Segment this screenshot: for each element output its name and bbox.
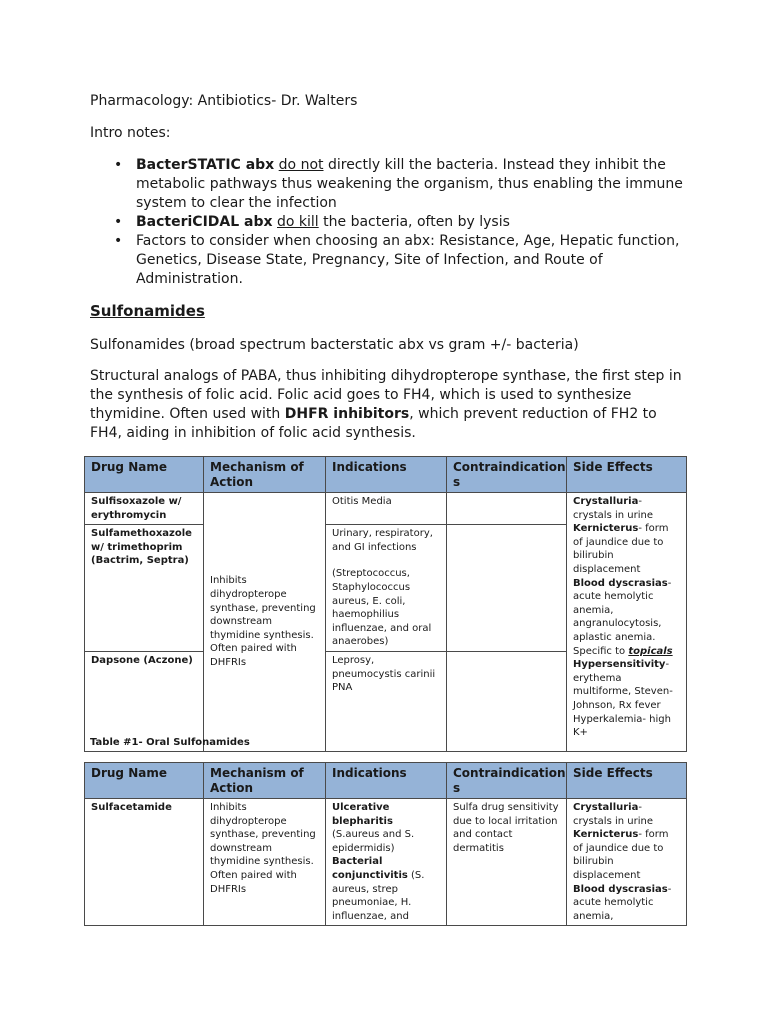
indication-text: (S.aureus and S. epidermidis) [332,829,415,854]
column-header-indications: Indications [326,763,447,799]
drug-name-cell: Sulfacetamide [85,799,204,926]
paragraph-mechanism [90,367,690,443]
column-header-contraindications: Contraindication s [447,457,567,493]
indications-cell [326,799,447,926]
side-effect-term: Kernicterus [573,523,639,535]
bullet-term: BacteriCIDAL abx [136,214,273,230]
intro-label: Intro notes: [90,125,171,141]
column-header-indications: Indications [326,457,447,493]
table-header-row [85,457,687,493]
intro-bullet-list [136,156,696,289]
bullet-bactericidal [136,213,696,232]
indications-cell: Otitis Media [326,493,447,525]
side-effect-text: Hyperkalemia- high K+ [573,713,671,739]
contraindications-cell [447,493,567,525]
side-effect-text: - crystals in urine [573,802,653,827]
side-effect-text: - crystals in urine [573,496,653,521]
column-header-side-effects: Side Effects [567,763,687,799]
bullet-term: BacterSTATIC abx [136,157,275,173]
table-row [85,799,687,926]
side-effects-cell [567,493,687,752]
paragraph-sulfonamides-intro: Sulfonamides (broad spectrum bacterstatic abx vs gram +/- bacteria) [90,337,579,353]
indications-cell [326,525,447,652]
indication-text: (S. aureus, strep pneumoniae, H. influenzae, and [332,869,425,922]
mechanism-cell: Inhibits dihydropterope synthase, preventing downstream thymidine synthesis. Often paired with DHFRIs [204,493,326,752]
column-header-mechanism: Mechanism of Action [204,763,326,799]
side-effect-term: Blood dyscrasias [573,577,668,589]
bullet-emphasis: do not [278,157,324,173]
indication-term: Ulcerative blepharitis [332,802,393,827]
side-effect-term: Crystalluria [573,802,639,813]
section-title: Sulfonamides [90,302,205,320]
side-effect-text: - acute hemolytic anemia, [573,883,672,922]
paragraph-text: , which prevent reduction of FH2 to FH4, aiding in inhibition of folic acid synthesis. [90,406,657,441]
contraindications-cell: Sulfa drug sensitivity due to local irritation and contact dermatitis [447,799,567,926]
bullet-text: Factors to consider when choosing an abx: Resistance, Age, Hepatic function, Genetics, Disease State, Pregnancy, Site of Infection, and Route of Administration. [136,233,680,287]
side-effect-text: Specific to [573,645,629,657]
side-effect-term: Kernicterus [573,829,639,841]
column-header-side-effects: Side Effects [567,457,687,493]
side-effect-text: - erythema multiforme, Steven-Johnson, Rx fever [573,659,673,711]
indication-text: Urinary, respiratory, and GI infections [332,528,433,553]
column-header-drug-name: Drug Name [85,763,204,799]
bullet-text: the bacteria, often by lysis [318,214,510,230]
column-header-contraindications: Contraindication s [447,763,567,799]
column-header-drug-name: Drug Name [85,457,204,493]
side-effect-text: - acute hemolytic anemia, angranulocytosis, aplastic anemia. [573,577,672,643]
drug-name-cell: Sulfisoxazole w/ erythromycin [85,493,204,525]
oral-sulfonamides-table [84,456,687,752]
table-row [85,493,687,525]
indications-cell: Leprosy, pneumocystis carinii PNA [326,651,447,751]
paragraph-text: Structural analogs of PABA, thus inhibiting dihydropterope synthase, the first step in the synthesis of folic acid. Folic acid goes to FH4, which is used to synthesize thymidine. Often used with [90,368,682,422]
side-effect-emphasis: topicals [628,645,673,657]
mechanism-cell: Inhibits dihydropterope synthase, preventing downstream thymidine synthesis. Often paired with DHFRIs [204,799,326,926]
table-header-row [85,763,687,799]
indication-text: (Streptococcus, Staphylococcus aureus, E. coli, haemophilius influenzae, and oral anaerobes) [332,568,432,648]
bullet-bacterstatic [136,156,696,213]
indication-term: Bacterial conjunctivitis [332,856,408,881]
topical-sulfonamides-table [84,762,687,926]
side-effects-cell [567,799,687,926]
bullet-text: directly kill the bacteria. Instead they inhibit the metabolic pathways thus weakening the organism, thus enabling the immune system to clear the infection [136,157,683,211]
contraindications-cell [447,525,567,652]
table-caption: Table #1- Oral Sulfonamides [90,737,250,748]
contraindications-cell [447,651,567,751]
side-effect-term: Crystalluria [573,496,639,507]
side-effect-text: - form of jaundice due to bilirubin displacement [573,523,669,575]
drug-name-cell: Dapsone (Aczone) [85,651,204,751]
side-effect-term: Blood dyscrasias [573,883,668,895]
drug-name-cell: Sulfamethoxazole w/ trimethoprim (Bactrim, Septra) [85,525,204,652]
side-effect-text: - form of jaundice due to bilirubin displacement [573,829,669,881]
bullet-factors [136,232,696,289]
paragraph-bold-term: DHFR inhibitors [284,406,410,422]
side-effect-term: Hypersensitivity [573,659,666,671]
document-header: Pharmacology: Antibiotics- Dr. Walters [90,93,358,109]
bullet-emphasis: do kill [277,214,319,230]
column-header-mechanism: Mechanism of Action [204,457,326,493]
